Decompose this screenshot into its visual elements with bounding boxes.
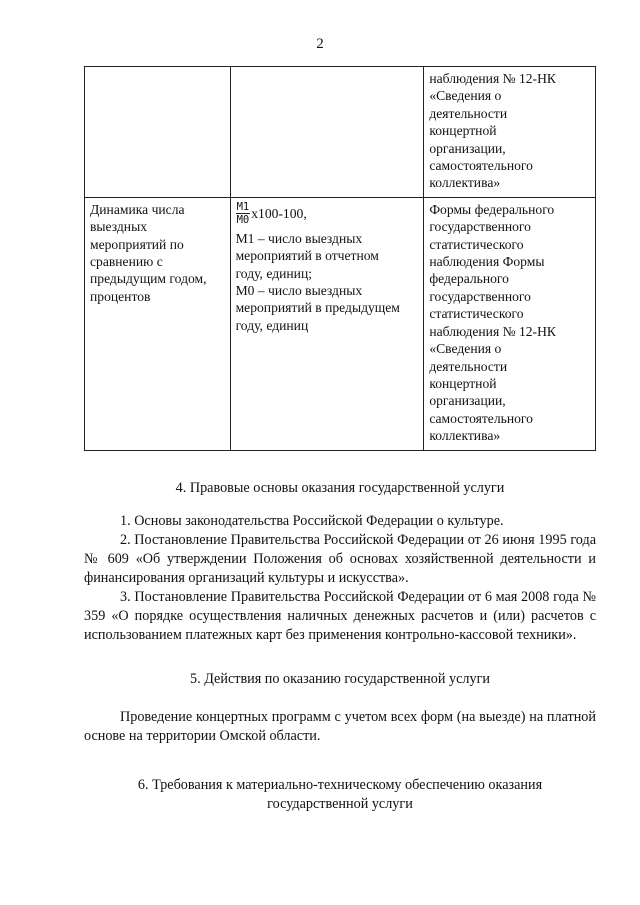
formula-fraction <box>236 201 251 226</box>
table-cell-formula <box>230 197 424 450</box>
cell-line: мероприятий по <box>90 236 184 252</box>
cell-line: деятельности <box>429 105 508 121</box>
formula-denominator: М0 <box>236 213 250 226</box>
cell-line: процентов <box>90 288 151 304</box>
cell-line: коллектива» <box>429 175 501 191</box>
cell-line: наблюдения № 12-НК <box>429 71 556 86</box>
cell-line: концертной <box>429 375 497 391</box>
cell-line: М1 – число выездных <box>235 230 363 246</box>
cell-line: статистического <box>429 236 524 252</box>
cell-line: самостоятельного <box>429 158 533 174</box>
cell-line: коллектива» <box>429 428 501 444</box>
legal-basis-item-1: 1. Основы законодательства Российской Федерации о культуре. <box>120 513 504 529</box>
formula-tail: х100-100, <box>251 205 307 221</box>
cell-line: мероприятий в предыдущем <box>235 300 400 316</box>
cell-line: организации, <box>429 393 506 409</box>
cell-line: выездных <box>90 219 147 235</box>
cell-line: самостоятельного <box>429 410 533 426</box>
cell-line: статистического <box>429 306 524 322</box>
legal-basis-item-2: 2. Постановление Правительства Российской Федерации от 26 июня 1995 года № 609 «Об утверждении Положения об основах хозяйственной деятельности и финансирования организаций культуры и искусства». <box>84 532 596 586</box>
cell-line: концертной <box>429 123 497 139</box>
section-4-heading: 4. Правовые основы оказания государственной услуги <box>175 480 505 496</box>
cell-line: предыдущим годом, <box>90 271 207 287</box>
cell-line: году, единиц; <box>235 265 312 281</box>
table-cell-indicator <box>85 197 231 450</box>
table-cell-indicator <box>85 67 231 198</box>
cell-line: мероприятий в отчетном <box>235 248 379 264</box>
cell-line: сравнению с <box>90 254 163 270</box>
section-5-heading: 5. Действия по оказанию государственной услуги <box>190 671 490 687</box>
formula <box>236 201 419 226</box>
cell-line: «Сведения о <box>429 88 502 104</box>
section-6-heading-line-2: государственной услуги <box>267 796 413 812</box>
cell-line: федерального <box>429 271 509 287</box>
cell-line: Формы федерального <box>429 201 555 217</box>
cell-line: наблюдения Формы <box>429 254 545 270</box>
formula-numerator: М1 <box>236 200 250 213</box>
table-cell-formula <box>230 67 424 198</box>
cell-line: «Сведения о <box>429 341 502 357</box>
cell-line: М0 – число выездных <box>235 283 363 299</box>
indicators-table <box>84 66 596 451</box>
cell-line: организации, <box>429 140 506 156</box>
table-row <box>85 67 596 198</box>
table-row <box>85 197 596 450</box>
cell-line: деятельности <box>429 358 508 374</box>
cell-line: государственного <box>429 288 531 304</box>
section-5-paragraph: Проведение концертных программ с учетом всех форм (на выезде) на платной основе на территории Омской области. <box>84 709 596 744</box>
table-cell-source <box>424 67 596 198</box>
cell-line: государственного <box>429 219 531 235</box>
cell-line: году, единиц <box>235 317 309 333</box>
page-number: 2 <box>316 36 324 52</box>
cell-line: Динамика числа <box>90 201 185 217</box>
cell-line: наблюдения № 12-НК <box>429 323 556 339</box>
legal-basis-item-3: 3. Постановление Правительства Российской Федерации от 6 мая 2008 года № 359 «О порядке осуществления наличных денежных расчетов и (или) расчетов с использованием платежных карт без применения контрольно-кассовой техники». <box>84 589 596 643</box>
section-6-heading-line-1: 6. Требования к материально-техническому обеспечению оказания <box>137 777 543 793</box>
table-cell-source <box>424 197 596 450</box>
